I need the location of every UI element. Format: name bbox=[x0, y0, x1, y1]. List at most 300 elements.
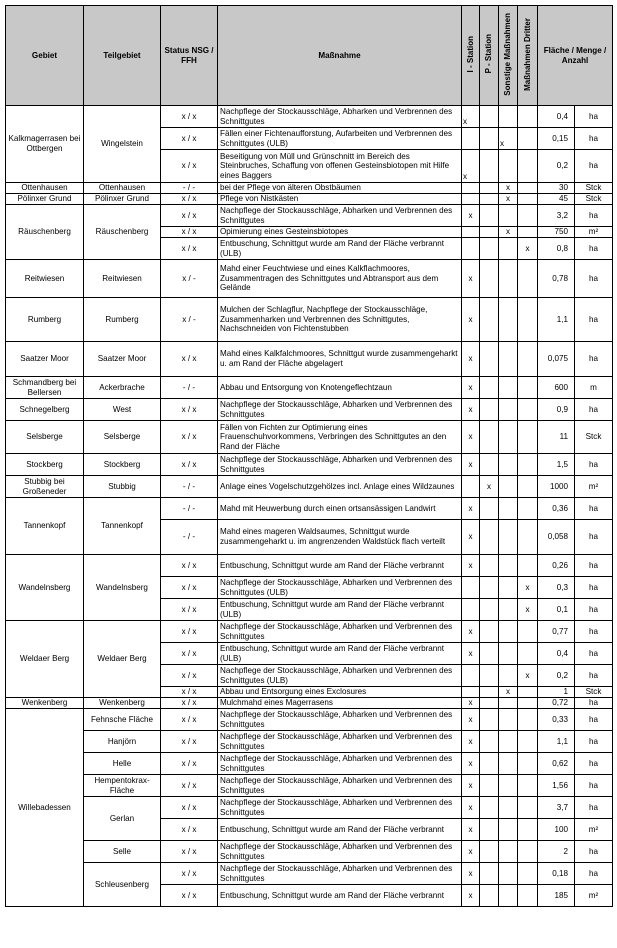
cell-sonstige bbox=[499, 819, 518, 841]
cell-teilgebiet: Selsberge bbox=[84, 421, 161, 454]
measures-table bbox=[5, 5, 613, 907]
cell-value: 0,18 bbox=[538, 863, 575, 885]
cell-sonstige bbox=[499, 520, 518, 555]
cell-value: 2 bbox=[538, 841, 575, 863]
table-row bbox=[6, 498, 613, 520]
cell-unit: ha bbox=[575, 498, 613, 520]
cell-sonstige bbox=[499, 731, 518, 753]
cell-sonstige bbox=[499, 205, 518, 227]
cell-dritter bbox=[518, 342, 538, 377]
cell-i-station: x bbox=[462, 377, 480, 399]
cell-unit: Stck bbox=[575, 421, 613, 454]
cell-i-station: x bbox=[462, 863, 480, 885]
cell-i-station: x bbox=[462, 709, 480, 731]
cell-dritter bbox=[518, 841, 538, 863]
table-row bbox=[6, 753, 613, 775]
cell-unit: Stck bbox=[575, 194, 613, 205]
cell-status: x / x bbox=[161, 621, 218, 643]
cell-sonstige bbox=[499, 863, 518, 885]
cell-p-station bbox=[480, 498, 499, 520]
cell-massnahme: Nachpflege der Stockausschläge, Abharken und Verbrennen des Schnittgutes bbox=[218, 205, 462, 227]
cell-p-station bbox=[480, 399, 499, 421]
cell-massnahme: Nachpflege der Stockausschläge, Abharken und Verbrennen des Schnittgutes bbox=[218, 775, 462, 797]
cell-dritter bbox=[518, 399, 538, 421]
header-i-station bbox=[462, 6, 480, 106]
cell-value: 1,5 bbox=[538, 454, 575, 476]
cell-value: 1,1 bbox=[538, 298, 575, 342]
cell-dritter: x bbox=[518, 599, 538, 621]
cell-value: 0,72 bbox=[538, 698, 575, 709]
cell-value: 3,2 bbox=[538, 205, 575, 227]
cell-status: x / x bbox=[161, 421, 218, 454]
cell-sonstige bbox=[499, 377, 518, 399]
cell-dritter bbox=[518, 731, 538, 753]
cell-status: x / - bbox=[161, 260, 218, 298]
cell-massnahme: Beseitigung von Müll und Grünschnitt im Bereich des Steinbruches, Schaffung von offenen Gesteinsbiotopen mit Hilfe eines Baggers bbox=[218, 150, 462, 183]
cell-unit: ha bbox=[575, 520, 613, 555]
measures-table-wrapper bbox=[5, 5, 613, 907]
cell-dritter: x bbox=[518, 577, 538, 599]
header-gebiet: Gebiet bbox=[6, 6, 84, 106]
cell-status: x / x bbox=[161, 599, 218, 621]
header-i-station-label: I - Station bbox=[465, 35, 475, 73]
cell-unit: ha bbox=[575, 665, 613, 687]
cell-teilgebiet: Pölinxer Grund bbox=[84, 194, 161, 205]
cell-massnahme: Nachpflege der Stockausschläge, Abharken und Verbrennen des Schnittgutes bbox=[218, 621, 462, 643]
cell-sonstige bbox=[499, 150, 518, 183]
header-p-station-label: P - Station bbox=[484, 34, 494, 74]
cell-unit: ha bbox=[575, 399, 613, 421]
cell-i-station: x bbox=[462, 841, 480, 863]
cell-massnahme: Nachpflege der Stockausschläge, Abharken und Verbrennen des Schnittgutes bbox=[218, 106, 462, 128]
cell-status: x / x bbox=[161, 128, 218, 150]
cell-p-station bbox=[480, 885, 499, 907]
cell-i-station bbox=[462, 577, 480, 599]
cell-sonstige bbox=[499, 399, 518, 421]
cell-massnahme: Mahd einer Feuchtwiese und eines Kalkflachmoores, Zusammentragen des Schnittgutes und Abtransport aus dem Gelände bbox=[218, 260, 462, 298]
cell-teilgebiet: Saatzer Moor bbox=[84, 342, 161, 377]
cell-i-station: x bbox=[462, 775, 480, 797]
cell-dritter: x bbox=[518, 665, 538, 687]
cell-value: 0,2 bbox=[538, 150, 575, 183]
cell-massnahme: Entbuschung, Schnittgut wurde am Rand der Fläche verbrannt bbox=[218, 819, 462, 841]
cell-i-station bbox=[462, 194, 480, 205]
cell-dritter bbox=[518, 498, 538, 520]
cell-massnahme: Nachpflege der Stockausschläge, Abharken und Verbrennen des Schnittgutes bbox=[218, 399, 462, 421]
table-body bbox=[6, 106, 613, 907]
cell-i-station: x bbox=[462, 399, 480, 421]
table-row bbox=[6, 298, 613, 342]
cell-dritter bbox=[518, 106, 538, 128]
cell-teilgebiet: Ottenhausen bbox=[84, 183, 161, 194]
cell-sonstige: x bbox=[499, 128, 518, 150]
cell-i-station: x bbox=[462, 421, 480, 454]
cell-massnahme: bei der Pflege von älteren Obstbäumen bbox=[218, 183, 462, 194]
cell-p-station bbox=[480, 298, 499, 342]
cell-massnahme: Mahd eines mageren Waldsaumes, Schnittgut wurde zusammengeharkt u. im angrenzenden Waldstück flach verteilt bbox=[218, 520, 462, 555]
cell-sonstige bbox=[499, 476, 518, 498]
cell-i-station: x bbox=[462, 819, 480, 841]
cell-massnahme: Entbuschung, Schnittgut wurde am Rand der Fläche verbrannt (ULB) bbox=[218, 238, 462, 260]
cell-teilgebiet: Räuschenberg bbox=[84, 205, 161, 260]
cell-p-station bbox=[480, 106, 499, 128]
table-row bbox=[6, 205, 613, 227]
cell-unit: m² bbox=[575, 819, 613, 841]
cell-status: x / x bbox=[161, 399, 218, 421]
cell-p-station bbox=[480, 227, 499, 238]
cell-i-station: x bbox=[462, 621, 480, 643]
cell-status: x / x bbox=[161, 797, 218, 819]
table-row bbox=[6, 106, 613, 128]
cell-teilgebiet: Ackerbrache bbox=[84, 377, 161, 399]
cell-dritter bbox=[518, 183, 538, 194]
cell-gebiet: Willebadessen bbox=[6, 709, 84, 907]
cell-unit: ha bbox=[575, 797, 613, 819]
cell-i-station: x bbox=[462, 555, 480, 577]
cell-massnahme: Anlage eines Vogelschutzgehölzes incl. Anlage eines Wildzaunes bbox=[218, 476, 462, 498]
cell-massnahme: Mahd eines Kalkfalchmoores, Schnittgut wurde zusammengeharkt u. am Rand der Fläche abgelagert bbox=[218, 342, 462, 377]
cell-value: 0,4 bbox=[538, 643, 575, 665]
cell-sonstige bbox=[499, 885, 518, 907]
cell-gebiet: Schnegelberg bbox=[6, 399, 84, 421]
cell-p-station bbox=[480, 183, 499, 194]
cell-dritter bbox=[518, 819, 538, 841]
cell-dritter bbox=[518, 377, 538, 399]
cell-massnahme: Mulchen der Schlagflur, Nachpflege der Stockausschläge, Zusammenharken und Verbrennen des Schnittgutes, Nachschneiden von Fichtenstubben bbox=[218, 298, 462, 342]
cell-sonstige bbox=[499, 841, 518, 863]
cell-sonstige bbox=[499, 238, 518, 260]
cell-gebiet: Wandelnsberg bbox=[6, 555, 84, 621]
header-sonstige-label: Sonstige Maßnahmen bbox=[503, 12, 513, 96]
cell-gebiet: Kalkmagerrasen bei Ottbergen bbox=[6, 106, 84, 183]
cell-dritter bbox=[518, 555, 538, 577]
cell-p-station bbox=[480, 128, 499, 150]
cell-dritter bbox=[518, 863, 538, 885]
cell-teilgebiet: Wenkenberg bbox=[84, 698, 161, 709]
table-row bbox=[6, 194, 613, 205]
table-row bbox=[6, 863, 613, 885]
header-p-station bbox=[480, 6, 499, 106]
cell-teilgebiet: West bbox=[84, 399, 161, 421]
cell-status: x / x bbox=[161, 665, 218, 687]
cell-sonstige bbox=[499, 454, 518, 476]
cell-teilgebiet: Helle bbox=[84, 753, 161, 775]
cell-status: x / x bbox=[161, 205, 218, 227]
cell-i-station bbox=[462, 227, 480, 238]
cell-value: 185 bbox=[538, 885, 575, 907]
cell-status: x / x bbox=[161, 775, 218, 797]
cell-teilgebiet: Rumberg bbox=[84, 298, 161, 342]
cell-p-station bbox=[480, 377, 499, 399]
cell-p-station bbox=[480, 841, 499, 863]
cell-gebiet: Stubbig bei Großeneder bbox=[6, 476, 84, 498]
cell-massnahme: Nachpflege der Stockausschläge, Abharken und Verbrennen des Schnittgutes bbox=[218, 731, 462, 753]
cell-p-station bbox=[480, 775, 499, 797]
cell-dritter bbox=[518, 298, 538, 342]
cell-p-station bbox=[480, 698, 499, 709]
cell-i-station bbox=[462, 238, 480, 260]
cell-p-station bbox=[480, 454, 499, 476]
table-row bbox=[6, 377, 613, 399]
cell-status: - / - bbox=[161, 183, 218, 194]
cell-unit: m² bbox=[575, 227, 613, 238]
cell-unit: ha bbox=[575, 342, 613, 377]
cell-value: 600 bbox=[538, 377, 575, 399]
cell-gebiet: Saatzer Moor bbox=[6, 342, 84, 377]
cell-value: 0,78 bbox=[538, 260, 575, 298]
cell-sonstige bbox=[499, 599, 518, 621]
table-row bbox=[6, 399, 613, 421]
cell-value: 0,36 bbox=[538, 498, 575, 520]
cell-gebiet: Pölinxer Grund bbox=[6, 194, 84, 205]
cell-unit: ha bbox=[575, 298, 613, 342]
header-dritter-label: Maßnahmen Dritter bbox=[522, 17, 532, 91]
cell-status: x / x bbox=[161, 238, 218, 260]
table-row bbox=[6, 260, 613, 298]
cell-massnahme: Nachpflege der Stockausschläge, Abharken und Verbrennen des Schnittgutes bbox=[218, 797, 462, 819]
cell-p-station bbox=[480, 643, 499, 665]
table-row bbox=[6, 454, 613, 476]
cell-teilgebiet: Reitwiesen bbox=[84, 260, 161, 298]
cell-status: x / x bbox=[161, 194, 218, 205]
cell-value: 45 bbox=[538, 194, 575, 205]
cell-i-station: x bbox=[462, 205, 480, 227]
cell-dritter bbox=[518, 643, 538, 665]
cell-teilgebiet: Fehnsche Fläche bbox=[84, 709, 161, 731]
cell-sonstige: x bbox=[499, 227, 518, 238]
cell-dritter bbox=[518, 621, 538, 643]
cell-value: 0,2 bbox=[538, 665, 575, 687]
cell-i-station: x bbox=[462, 342, 480, 377]
cell-i-station: x bbox=[462, 498, 480, 520]
cell-i-station: x bbox=[462, 698, 480, 709]
cell-massnahme: Opimierung eines Gesteinsbiotopes bbox=[218, 227, 462, 238]
cell-p-station: x bbox=[480, 476, 499, 498]
cell-massnahme: Entbuschung, Schnittgut wurde am Rand der Fläche verbrannt (ULB) bbox=[218, 599, 462, 621]
cell-p-station bbox=[480, 205, 499, 227]
cell-massnahme: Pflege von Nistkästen bbox=[218, 194, 462, 205]
cell-sonstige: x bbox=[499, 183, 518, 194]
cell-status: x / x bbox=[161, 753, 218, 775]
header-dritter bbox=[518, 6, 538, 106]
cell-status: x / x bbox=[161, 709, 218, 731]
cell-i-station: x bbox=[462, 298, 480, 342]
table-row bbox=[6, 183, 613, 194]
cell-value: 0,058 bbox=[538, 520, 575, 555]
header-flaeche bbox=[538, 6, 613, 106]
cell-teilgebiet: Selle bbox=[84, 841, 161, 863]
cell-sonstige bbox=[499, 698, 518, 709]
cell-status: - / - bbox=[161, 476, 218, 498]
cell-p-station bbox=[480, 621, 499, 643]
cell-sonstige bbox=[499, 106, 518, 128]
cell-status: x / x bbox=[161, 687, 218, 698]
cell-teilgebiet: Stockberg bbox=[84, 454, 161, 476]
cell-sonstige: x bbox=[499, 687, 518, 698]
cell-value: 1000 bbox=[538, 476, 575, 498]
table-row bbox=[6, 342, 613, 377]
cell-teilgebiet: Hanjörn bbox=[84, 731, 161, 753]
cell-status: x / x bbox=[161, 555, 218, 577]
cell-value: 0,26 bbox=[538, 555, 575, 577]
cell-i-station: x bbox=[462, 150, 480, 183]
header-flaeche-label: Fläche / Menge / Anzahl bbox=[543, 45, 607, 65]
cell-unit: ha bbox=[575, 555, 613, 577]
cell-massnahme: Nachpflege der Stockausschläge, Abharken und Verbrennen des Schnittgutes (ULB) bbox=[218, 665, 462, 687]
header-teilgebiet: Teilgebiet bbox=[84, 6, 161, 106]
cell-unit: ha bbox=[575, 753, 613, 775]
cell-unit: Stck bbox=[575, 687, 613, 698]
cell-massnahme: Nachpflege der Stockausschläge, Abharken und Verbrennen des Schnittgutes bbox=[218, 863, 462, 885]
table-row bbox=[6, 555, 613, 577]
cell-status: x / x bbox=[161, 819, 218, 841]
table-row bbox=[6, 841, 613, 863]
cell-dritter bbox=[518, 797, 538, 819]
cell-unit: ha bbox=[575, 643, 613, 665]
cell-status: x / x bbox=[161, 698, 218, 709]
cell-value: 0,33 bbox=[538, 709, 575, 731]
header-massnahme: Maßnahme bbox=[218, 6, 462, 106]
cell-status: x / x bbox=[161, 150, 218, 183]
cell-value: 1,56 bbox=[538, 775, 575, 797]
cell-i-station: x bbox=[462, 520, 480, 555]
cell-value: 30 bbox=[538, 183, 575, 194]
cell-value: 0,77 bbox=[538, 621, 575, 643]
cell-p-station bbox=[480, 709, 499, 731]
cell-sonstige bbox=[499, 298, 518, 342]
table-row bbox=[6, 709, 613, 731]
cell-teilgebiet: Weldaer Berg bbox=[84, 621, 161, 698]
table-row bbox=[6, 698, 613, 709]
cell-unit: ha bbox=[575, 863, 613, 885]
cell-status: - / - bbox=[161, 498, 218, 520]
cell-value: 1 bbox=[538, 687, 575, 698]
header-sonstige bbox=[499, 6, 518, 106]
cell-i-station: x bbox=[462, 643, 480, 665]
cell-sonstige bbox=[499, 421, 518, 454]
cell-value: 0,9 bbox=[538, 399, 575, 421]
cell-status: x / x bbox=[161, 885, 218, 907]
cell-dritter: x bbox=[518, 238, 538, 260]
cell-p-station bbox=[480, 577, 499, 599]
cell-dritter bbox=[518, 753, 538, 775]
cell-unit: ha bbox=[575, 106, 613, 128]
cell-status: x / - bbox=[161, 298, 218, 342]
cell-value: 1,1 bbox=[538, 731, 575, 753]
cell-status: x / x bbox=[161, 643, 218, 665]
cell-unit: m bbox=[575, 377, 613, 399]
cell-p-station bbox=[480, 819, 499, 841]
cell-sonstige bbox=[499, 621, 518, 643]
header-status bbox=[161, 6, 218, 106]
cell-teilgebiet: Hempentokrax-Fläche bbox=[84, 775, 161, 797]
cell-dritter bbox=[518, 454, 538, 476]
cell-i-station: x bbox=[462, 885, 480, 907]
cell-p-station bbox=[480, 342, 499, 377]
cell-p-station bbox=[480, 260, 499, 298]
cell-sonstige bbox=[499, 577, 518, 599]
cell-i-station: x bbox=[462, 753, 480, 775]
cell-p-station bbox=[480, 687, 499, 698]
cell-dritter bbox=[518, 687, 538, 698]
cell-p-station bbox=[480, 863, 499, 885]
cell-gebiet: Schmandberg bei Bellersen bbox=[6, 377, 84, 399]
table-row bbox=[6, 421, 613, 454]
cell-massnahme: Fällen von Fichten zur Optimierung eines Frauenschuhvorkommens, Verbringen des Schnittgutes an den Rand der Fläche bbox=[218, 421, 462, 454]
cell-i-station bbox=[462, 128, 480, 150]
cell-unit: ha bbox=[575, 775, 613, 797]
cell-unit: ha bbox=[575, 709, 613, 731]
cell-sonstige bbox=[499, 260, 518, 298]
cell-dritter bbox=[518, 476, 538, 498]
cell-status: - / - bbox=[161, 377, 218, 399]
cell-dritter bbox=[518, 150, 538, 183]
table-row bbox=[6, 731, 613, 753]
cell-i-station bbox=[462, 599, 480, 621]
cell-teilgebiet: Gerlan bbox=[84, 797, 161, 841]
cell-status: x / x bbox=[161, 106, 218, 128]
cell-dritter bbox=[518, 885, 538, 907]
cell-teilgebiet: Tannenkopf bbox=[84, 498, 161, 555]
cell-gebiet: Wenkenberg bbox=[6, 698, 84, 709]
cell-massnahme: Nachpflege der Stockausschläge, Abharken und Verbrennen des Schnittgutes (ULB) bbox=[218, 577, 462, 599]
cell-status: x / x bbox=[161, 342, 218, 377]
cell-p-station bbox=[480, 194, 499, 205]
header-status-label: Status NSG / FFH bbox=[164, 45, 214, 65]
cell-massnahme: Entbuschung, Schnittgut wurde am Rand der Fläche verbrannt bbox=[218, 555, 462, 577]
cell-gebiet: Tannenkopf bbox=[6, 498, 84, 555]
cell-i-station: x bbox=[462, 797, 480, 819]
cell-massnahme: Nachpflege der Stockausschläge, Abharken und Verbrennen des Schnittgutes bbox=[218, 709, 462, 731]
cell-massnahme: Mahd mit Heuwerbung durch einen ortsansässigen Landwirt bbox=[218, 498, 462, 520]
cell-gebiet: Stockberg bbox=[6, 454, 84, 476]
cell-massnahme: Nachpflege der Stockausschläge, Abharken und Verbrennen des Schnittgutes bbox=[218, 841, 462, 863]
cell-dritter bbox=[518, 260, 538, 298]
cell-value: 0,075 bbox=[538, 342, 575, 377]
cell-p-station bbox=[480, 753, 499, 775]
cell-i-station bbox=[462, 183, 480, 194]
cell-value: 0,3 bbox=[538, 577, 575, 599]
cell-dritter bbox=[518, 709, 538, 731]
cell-p-station bbox=[480, 238, 499, 260]
cell-sonstige bbox=[499, 753, 518, 775]
cell-i-station: x bbox=[462, 731, 480, 753]
cell-teilgebiet: Wingelstein bbox=[84, 106, 161, 183]
cell-unit: m² bbox=[575, 885, 613, 907]
cell-teilgebiet: Schleusenberg bbox=[84, 863, 161, 907]
cell-sonstige bbox=[499, 709, 518, 731]
cell-p-station bbox=[480, 599, 499, 621]
table-row bbox=[6, 621, 613, 643]
cell-massnahme: Abbau und Entsorgung von Knotengeflechtzaun bbox=[218, 377, 462, 399]
cell-i-station bbox=[462, 476, 480, 498]
cell-value: 0,62 bbox=[538, 753, 575, 775]
cell-unit: ha bbox=[575, 128, 613, 150]
cell-i-station: x bbox=[462, 454, 480, 476]
cell-massnahme: Entbuschung, Schnittgut wurde am Rand der Fläche verbrannt bbox=[218, 885, 462, 907]
cell-i-station: x bbox=[462, 106, 480, 128]
cell-i-station bbox=[462, 665, 480, 687]
cell-gebiet: Weldaer Berg bbox=[6, 621, 84, 698]
cell-unit: ha bbox=[575, 238, 613, 260]
cell-status: - / - bbox=[161, 520, 218, 555]
cell-status: x / x bbox=[161, 731, 218, 753]
table-row bbox=[6, 775, 613, 797]
cell-p-station bbox=[480, 150, 499, 183]
cell-value: 11 bbox=[538, 421, 575, 454]
cell-dritter bbox=[518, 227, 538, 238]
cell-dritter bbox=[518, 520, 538, 555]
